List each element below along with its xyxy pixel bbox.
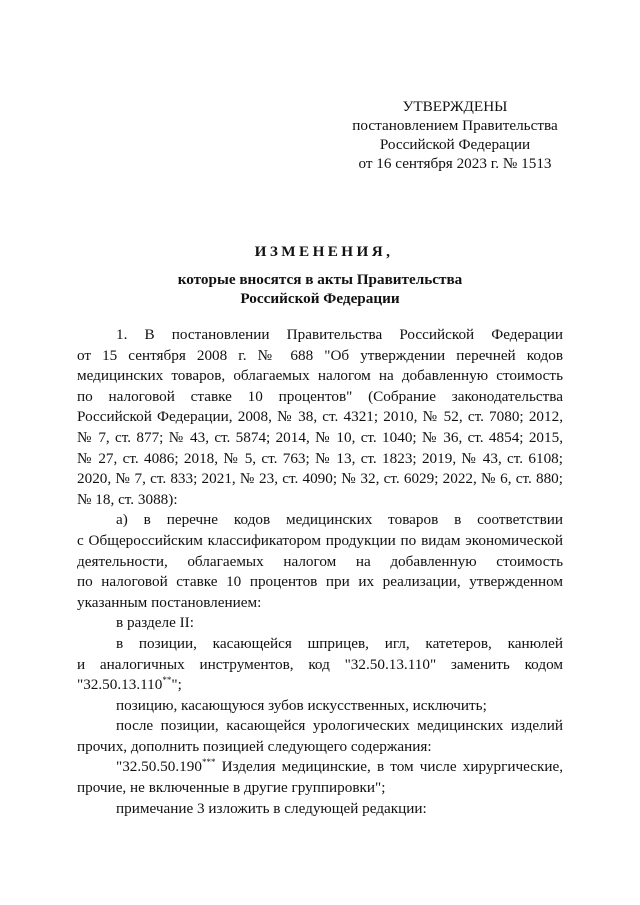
paragraph-6 [77,716,563,757]
text-line: и аналогичных инструментов, код "32.50.13.110" заменить кодом [77,655,563,673]
text-line: в позиции, касающейся шприцев, игл, катетеров, канюлей [116,634,563,652]
text-line [77,757,563,778]
text-line: 2020, № 7, ст. 833; 2021, № 23, ст. 4090; № 32, ст. 6029; 2022, № 6, ст. 880; [77,470,563,488]
text-line: после позиции, касающейся урологических медицинских изделий [116,717,563,735]
text-line: прочие, не включенные в другие группировки"; [77,779,386,797]
text-line: по налоговой ставке 10 процентов" (Собрание законодательства [77,387,563,405]
approval-stamp [330,97,580,173]
text-line: по налоговой ставке 10 процентов при их реализации, утвержденном [77,573,563,591]
paragraph-8: примечание 3 изложить в следующей редакции: [116,799,427,817]
text-line: прочих, дополнить позицией следующего содержания: [77,737,432,755]
paragraph-4 [77,634,563,696]
paragraph-5: позицию, касающуюся зубов искусственных, исключить; [116,696,487,714]
text-line: № 27, ст. 4086; 2018, № 5, ст. 763; № 13, ст. 1823; 2019, № 43, ст. 6108; [77,449,563,467]
paragraph-1 [77,325,563,510]
footnote-mark: ** [162,675,172,686]
paragraph-2 [77,510,563,613]
document-title: ИЗМЕНЕНИЯ, [254,243,394,260]
text-line: Российской Федерации, 2008, № 38, ст. 4321; 2010, № 52, ст. 7080; 2012, [77,408,563,426]
approval-heading: УТВЕРЖДЕНЫ [402,98,508,115]
approval-line: Российской Федерации [379,136,531,153]
code-end: "; [171,676,182,694]
text-line: указанным постановлением: [77,593,262,611]
code-description: Изделия медицинские, в том числе хирургические, [215,758,563,776]
text-line: деятельности, облагаемых налогом на добавленную стоимость [77,552,563,570]
text-line: а) в перечне кодов медицинских товаров в соответствии [116,511,563,529]
code-text: "32.50.13.110 [77,676,163,694]
document-body [77,325,563,819]
footnote-mark: *** [201,757,216,768]
paragraph-3: в разделе II: [116,614,194,632]
code-text: "32.50.50.190 [116,758,202,776]
text-line: № 7, ст. 877; № 43, ст. 5874; 2014, № 10, ст. 1040; № 36, ст. 4854; 2015, [77,428,563,446]
text-line: с Общероссийским классификатором продукции по видам экономической [77,531,563,549]
approval-date-line: от 16 сентября 2023 г. № 1513 [358,155,552,172]
paragraph-7 [77,757,563,798]
text-line: № 18, ст. 3088): [77,490,178,508]
subtitle-line: которые вносятся в акты Правительства [177,271,463,288]
document-subtitle [0,270,640,308]
approval-line: постановлением Правительства [352,117,558,134]
subtitle-line: Российской Федерации [240,290,400,307]
text-line: медицинских товаров, облагаемых налогом на добавленную стоимость [77,367,563,385]
text-line: 1. В постановлении Правительства Российской Федерации [116,326,563,343]
text-line: от 15 сентября 2008 г. № 688 "Об утверждении перечней кодов [77,346,563,364]
text-line [77,675,563,696]
